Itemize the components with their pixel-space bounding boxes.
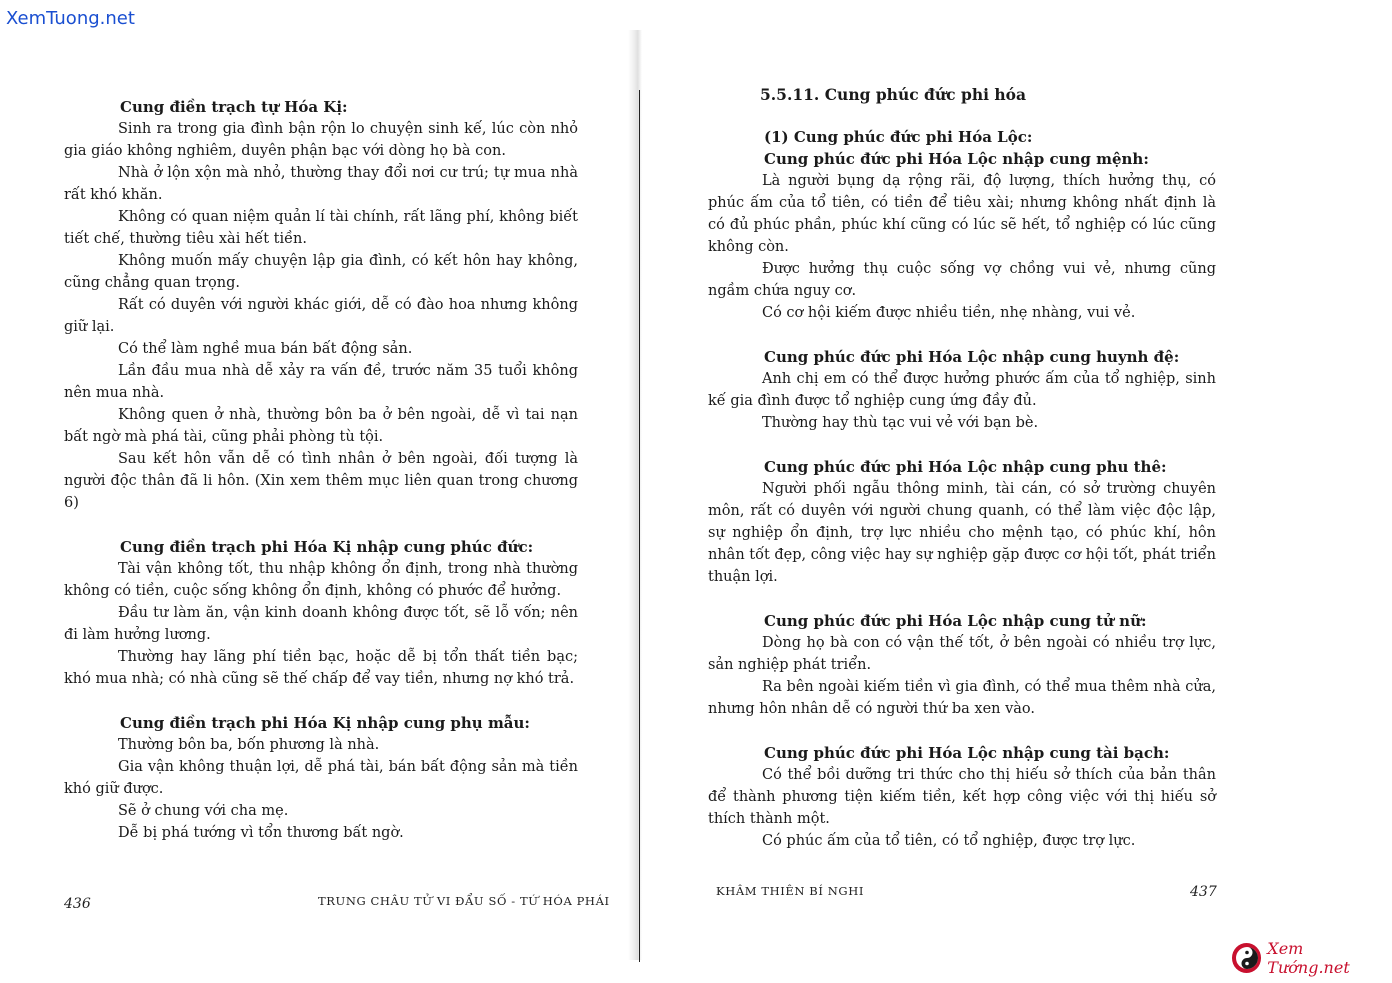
paragraph: Thường bôn ba, bốn phương là nhà. bbox=[118, 737, 380, 753]
paragraph: Dễ bị phá tướng vì tổn thương bất ngờ. bbox=[118, 825, 404, 841]
section-heading: Cung phúc đức phi Hóa Lộc nhập cung tử nữ: bbox=[764, 612, 1147, 630]
section-heading: Cung điền trạch tự Hóa Kị: bbox=[120, 98, 348, 116]
section-heading: Cung phúc đức phi Hóa Lộc nhập cung mệnh: bbox=[764, 150, 1149, 168]
paragraph: Ra bên ngoài kiếm tiền vì gia đình, có thể mua thêm nhà cửa, nhưng hôn nhân dễ có người thứ ba xen vào. bbox=[708, 679, 1216, 717]
left-block-2 bbox=[64, 536, 578, 690]
paragraph: Là người bụng dạ rộng rãi, độ lượng, thích hưởng thụ, có phúc ấm của tổ tiên, có tiền để tiêu xài; nhưng không nhất định là có đủ phúc phần, phúc khí cũng có lúc sẽ hết, tổ nghiệp có lúc cũng không còn. bbox=[708, 173, 1216, 255]
paragraph: Sẽ ở chung với cha mẹ. bbox=[118, 803, 289, 819]
paragraph: Không muốn mấy chuyện lập gia đình, có kết hôn hay không, cũng chẳng quan trọng. bbox=[64, 253, 578, 291]
paragraph: Rất có duyên với người khác giới, dễ có đào hoa nhưng không giữ lại. bbox=[64, 297, 578, 335]
right-page bbox=[708, 84, 1216, 874]
left-block-1 bbox=[64, 96, 578, 514]
left-block-3 bbox=[64, 712, 578, 844]
paragraph: Được hưởng thụ cuộc sống vợ chồng vui vẻ, nhưng cũng ngầm chứa nguy cơ. bbox=[708, 261, 1216, 299]
site-watermark-top: XemTuong.net bbox=[6, 8, 135, 29]
section-heading: Cung điền trạch phi Hóa Kị nhập cung phúc đức: bbox=[120, 538, 534, 556]
paragraph: Nhà ở lộn xộn mà nhỏ, thường thay đổi nơi cư trú; tự mua nhà rất khó khăn. bbox=[64, 165, 578, 203]
left-page-number: 436 bbox=[64, 896, 91, 912]
left-page-footer: TRUNG CHÂU TỬ VI ĐẨU SỐ - TỨ HÓA PHÁI bbox=[318, 894, 610, 908]
left-page bbox=[64, 96, 578, 866]
site-watermark-logo bbox=[1232, 940, 1388, 976]
paragraph: Gia vận không thuận lợi, dễ phá tài, bán bất động sản mà tiền khó giữ được. bbox=[64, 759, 578, 797]
paragraph: Có cơ hội kiếm được nhiều tiền, nhẹ nhàng, vui vẻ. bbox=[762, 305, 1136, 321]
paragraph: Có thể làm nghề mua bán bất động sản. bbox=[118, 341, 413, 357]
right-page-number: 437 bbox=[1190, 884, 1217, 900]
section-heading: Cung điền trạch phi Hóa Kị nhập cung phụ mẫu: bbox=[120, 714, 530, 732]
right-block-1 bbox=[708, 126, 1216, 324]
logo-text: Xem Tướng.net bbox=[1267, 939, 1350, 977]
section-heading: Cung phúc đức phi Hóa Lộc nhập cung huynh đệ: bbox=[764, 348, 1180, 366]
section-heading: Cung phúc đức phi Hóa Lộc nhập cung tài bạch: bbox=[764, 744, 1170, 762]
right-page-footer: KHÂM THIÊN BÍ NGHI bbox=[716, 884, 864, 898]
right-block-5 bbox=[708, 742, 1216, 852]
paragraph: Đầu tư làm ăn, vận kinh doanh không được tốt, sẽ lỗ vốn; nên đi làm hưởng lương. bbox=[64, 605, 578, 643]
paragraph: Dòng họ bà con có vận thế tốt, ở bên ngoài có nhiều trợ lực, sản nghiệp phát triển. bbox=[708, 635, 1216, 673]
paragraph: Tài vận không tốt, thu nhập không ổn định, trong nhà thường không có tiền, cuộc sống không ổn định, không có phước để hưởng. bbox=[64, 561, 578, 599]
page-divider bbox=[639, 90, 640, 962]
paragraph: Không quen ở nhà, thường bôn ba ở bên ngoài, dễ vì tai nạn bất ngờ mà phá tài, cũng phải phòng tù tội. bbox=[64, 407, 578, 445]
right-block-2 bbox=[708, 346, 1216, 434]
right-block-3 bbox=[708, 456, 1216, 588]
paragraph: Lần đầu mua nhà dễ xảy ra vấn đề, trước năm 35 tuổi không nên mua nhà. bbox=[64, 363, 578, 401]
paragraph: Người phối ngẫu thông minh, tài cán, có sở trường chuyên môn, rất có duyên với người chung quanh, có thể làm việc độc lập, sự nghiệp ổn định, trợ lực nhiều cho mệnh tạo, có phúc khí, hôn nhân tốt đẹp, công việc hay sự nghiệp gặp được cơ hội tốt, phát triển thuận lợi. bbox=[708, 481, 1217, 585]
paragraph: Thường hay lãng phí tiền bạc, hoặc dễ bị tổn thất tiền bạc; khó mua nhà; có nhà cũng sẽ thế chấp để vay tiền, nhưng nợ khó trả. bbox=[64, 649, 578, 687]
section-heading: Cung phúc đức phi Hóa Lộc nhập cung phu thê: bbox=[764, 458, 1167, 476]
paragraph: Không có quan niệm quản lí tài chính, rất lãng phí, không biết tiết chế, thường tiêu xài hết tiền. bbox=[64, 209, 578, 247]
subsection-heading: (1) Cung phúc đức phi Hóa Lộc: bbox=[764, 128, 1033, 146]
paragraph: Có thể bồi dưỡng tri thức cho thị hiếu sở thích của bản thân để thành phương tiện kiếm tiền, kết hợp công việc với thị hiếu sở thích thành một. bbox=[708, 767, 1216, 827]
chapter-section-title: 5.5.11. Cung phúc đức phi hóa bbox=[760, 85, 1027, 104]
paragraph: Anh chị em có thể được hưởng phước ấm của tổ nghiệp, sinh kế gia đình được tổ nghiệp cung ứng đầy đủ. bbox=[708, 371, 1216, 409]
paragraph: Sau kết hôn vẫn dễ có tình nhân ở bên ngoài, đối tượng là người độc thân đã li hôn. (Xin xem thêm mục liên quan trong chương 6) bbox=[64, 451, 578, 511]
right-block-4 bbox=[708, 610, 1216, 720]
paragraph: Sinh ra trong gia đình bận rộn lo chuyện sinh kế, lúc còn nhỏ gia giáo không nghiêm, duyên phận bạc với dòng họ bà con. bbox=[64, 121, 578, 159]
paragraph: Thường hay thù tạc vui vẻ với bạn bè. bbox=[762, 415, 1039, 431]
paragraph: Có phúc ấm của tổ tiên, có tổ nghiệp, được trợ lực. bbox=[762, 833, 1136, 849]
yin-yang-icon bbox=[1232, 943, 1261, 973]
